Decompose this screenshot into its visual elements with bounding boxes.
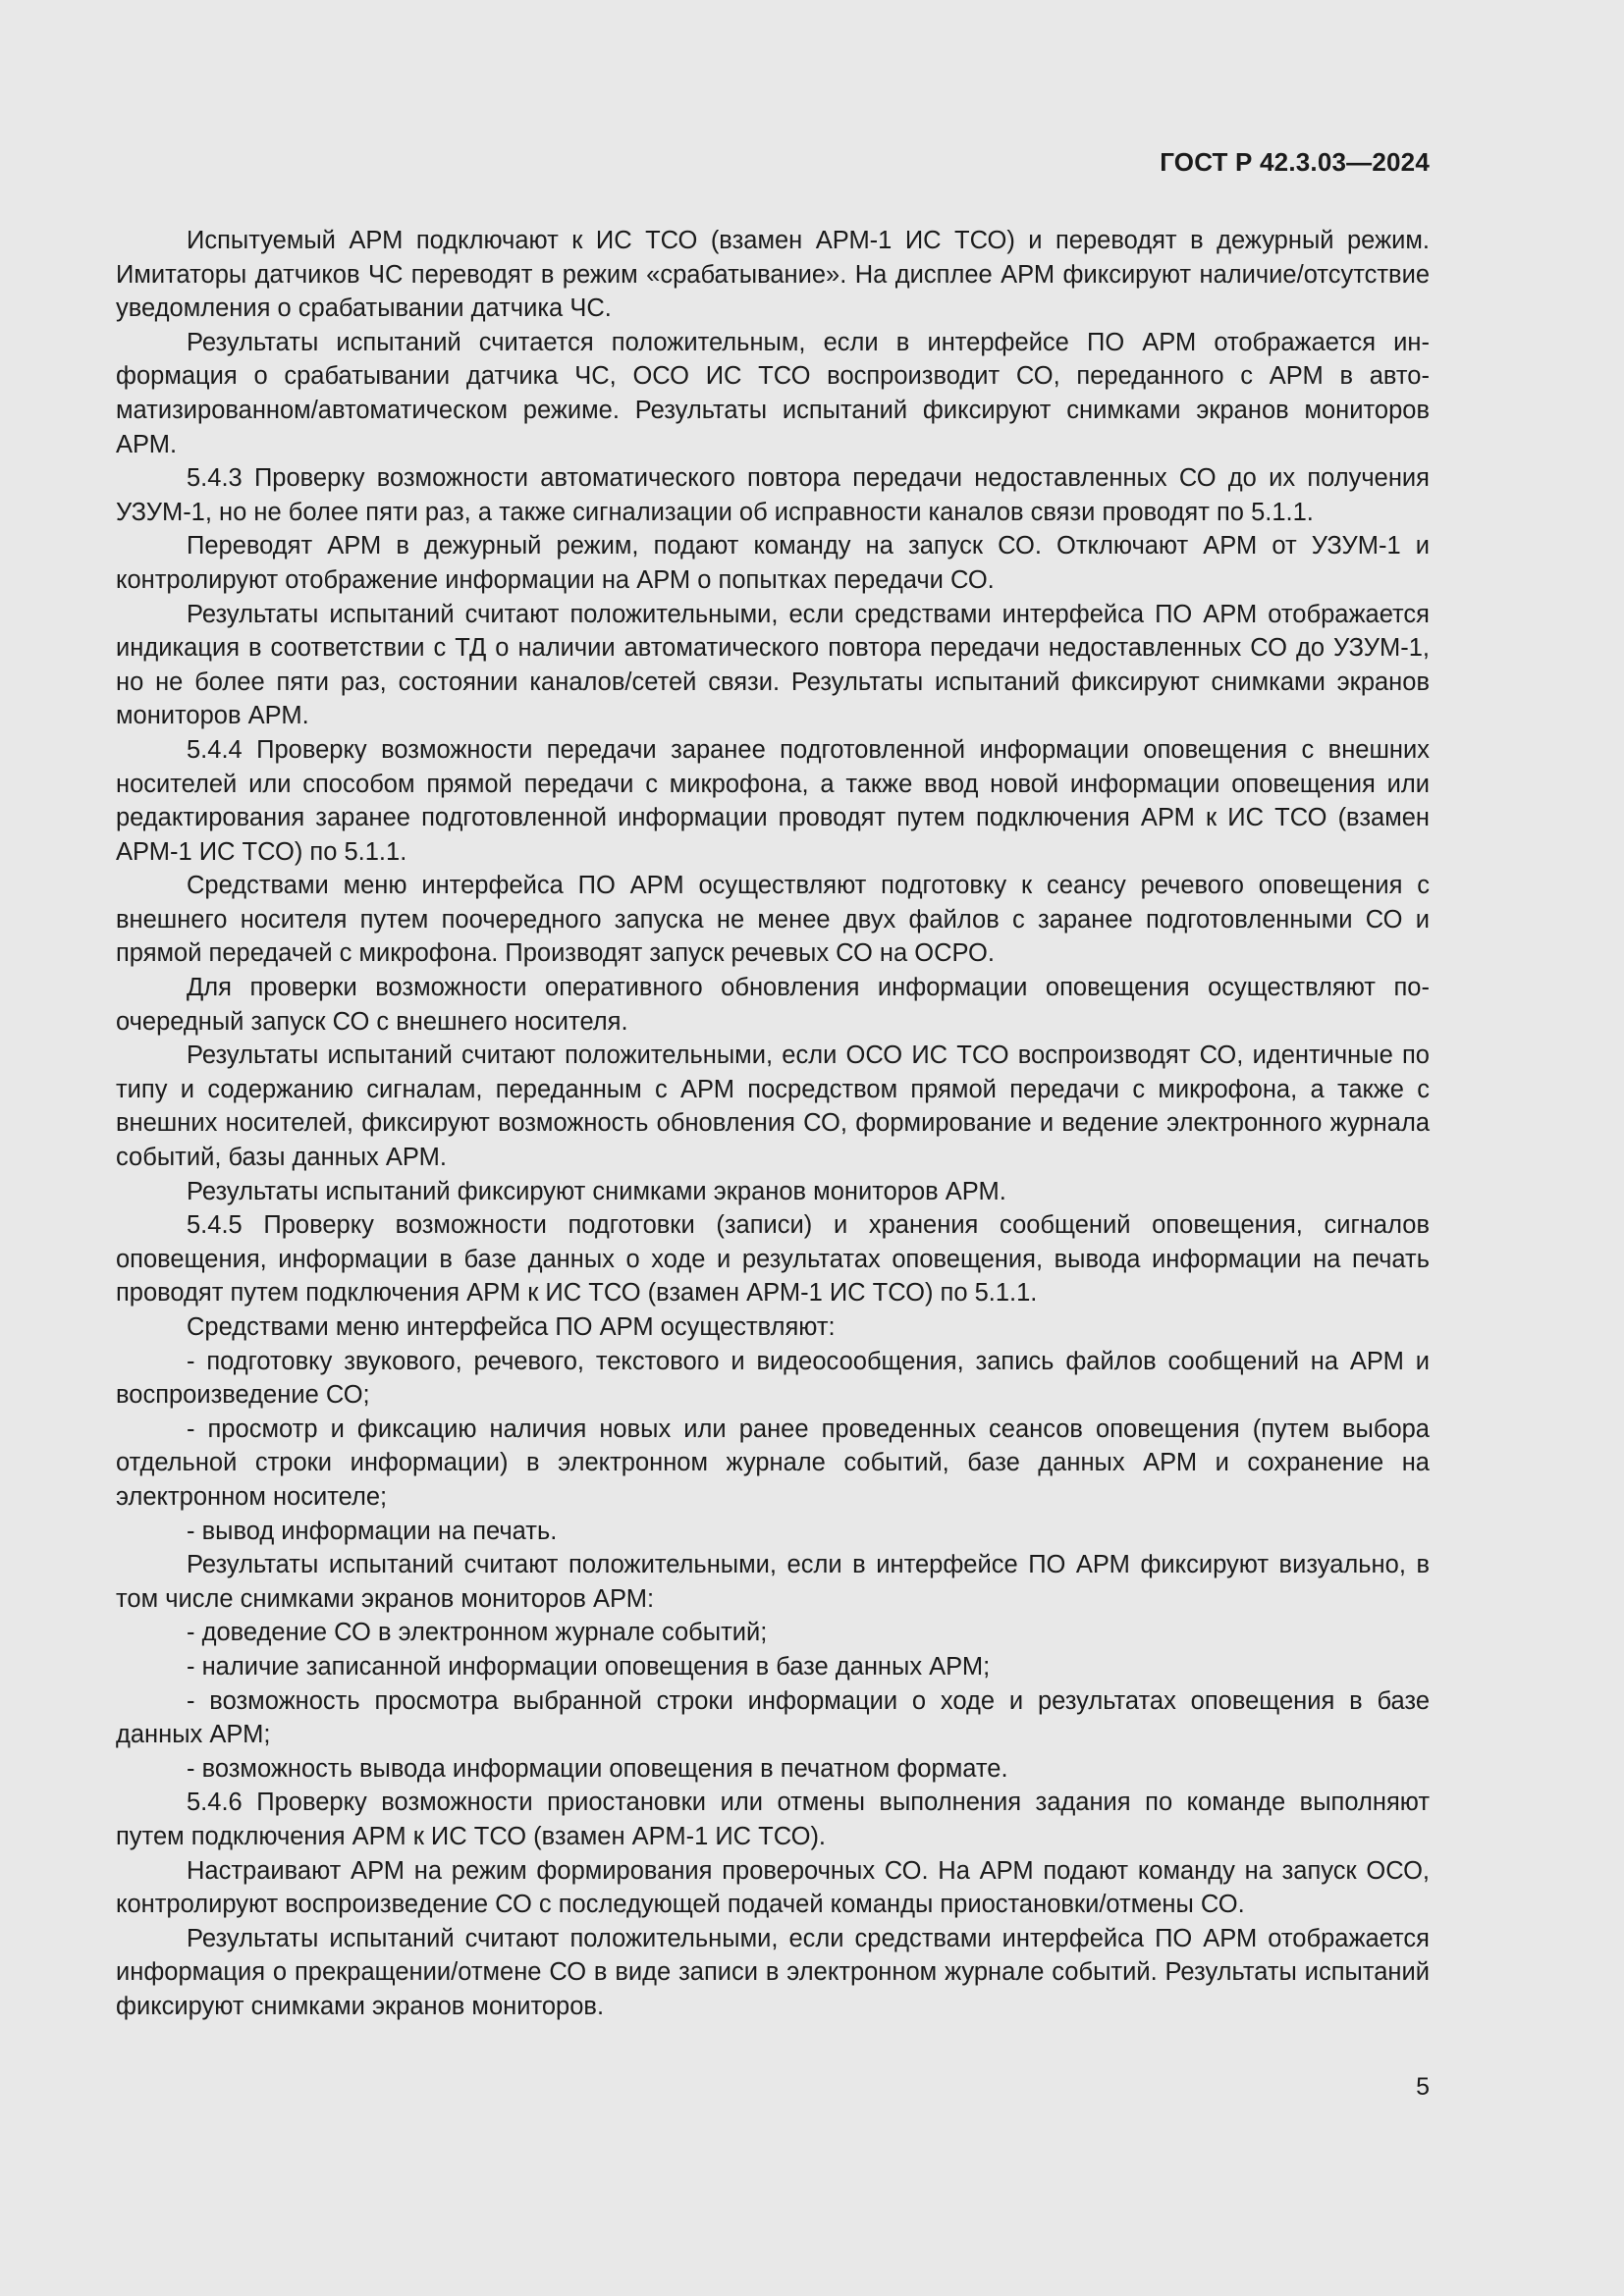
paragraph: Результаты испытаний считают положительными, если средствами интерфейса ПО АРМ отображается информация о прекращении/отмене СО в виде записи в электронном журнале событий. Результаты испытаний фиксируют снимками экранов мониторов.: [116, 1924, 1430, 2020]
paragraph-section-5-4-6: 5.4.6 Проверку возможности приостановки или отмены выполнения задания по команде выполняют путем подключения АРМ к ИС ТСО (взамен АРМ-1 ИС ТСО).: [116, 1789, 1430, 1850]
paragraph: Испытуемый АРМ подключают к ИС ТСО (взамен АРМ-1 ИС ТСО) и переводят в дежурный режим. Имитаторы датчиков ЧС переводят в режим «срабатывание». На дисплее АРМ фиксируют наличие/отсутствие уведомления о срабатывании датчика ЧС.: [116, 227, 1430, 323]
paragraph: Результаты испытаний считают положительными, если в интерфейсе ПО АРМ фиксируют визуально, в том числе снимками экранов мониторов АРМ:: [116, 1551, 1430, 1613]
list-item: - возможность вывода информации оповещения в печатном формате.: [187, 1754, 1008, 1783]
list-item: - возможность просмотра выбранной строки информации о ходе и результатах оповещения в базе данных АРМ;: [116, 1686, 1430, 1749]
list-item: - просмотр и фиксацию наличия новых или ранее проведенных сеансов оповещения (путем выбора отдельной строки информации) в электронном журнале событий, базе данных АРМ и сохранение на электронном носителе;: [116, 1415, 1430, 1511]
paragraph: Результаты испытаний считается положительным, если в интерфейсе ПО АРМ отображается информация о срабатывании датчика ЧС, ОСО ИС ТСО воспроизводит СО, переданного с АРМ в автоматизированном/автоматическом режиме. Результаты испытаний фиксируют снимками экранов мониторов АРМ.: [116, 328, 1430, 458]
paragraph: Переводят АРМ в дежурный режим, подают команду на запуск СО. Отключают АРМ от УЗУМ-1 и контролируют отображение информации на АРМ о попытках передачи СО.: [116, 532, 1430, 594]
paragraph: Результаты испытаний считают положительными, если ОСО ИС ТСО воспроизводят СО, идентичные по типу и содержанию сигналам, переданным с АРМ посредством прямой передачи с микрофона, а также с внешних носителей, фиксируют возможность обновления СО, формирование и ведение электронного журнала событий, базы данных АРМ.: [116, 1041, 1430, 1172]
list-item: - доведение СО в электронном журнале событий;: [187, 1619, 768, 1647]
document-header: ГОСТ Р 42.3.03—2024: [1160, 147, 1430, 177]
list-item: - подготовку звукового, речевого, текстового и видеосообщения, запись файлов сообщений на АРМ и воспроизведение СО;: [116, 1347, 1430, 1410]
paragraph-section-5-4-3: 5.4.3 Проверку возможности автоматического повтора передачи недоставленных СО до их получения УЗУМ-1, но не более пяти раз, а также сигнализации об исправности каналов связи проводят по 5.1.1.: [116, 464, 1430, 526]
page-number: 5: [1416, 2073, 1430, 2101]
paragraph: Настраивают АРМ на режим формирования проверочных СО. На АРМ подают команду на запуск ОСО, контролируют воспроизведение СО с последующей подачей команды приостановки/отмены СО.: [116, 1856, 1430, 1919]
paragraph-section-5-4-5: 5.4.5 Проверку возможности подготовки (записи) и хранения сообщений оповещения, сигналов оповещения, информации в базе данных о ходе и результатах оповещения, вывода информации на печать проводят путем подключения АРМ к ИС ТСО (взамен АРМ-1 ИС ТСО) по 5.1.1.: [116, 1211, 1430, 1308]
document-body: [116, 224, 1430, 2023]
paragraph-section-5-4-4: 5.4.4 Проверку возможности передачи заранее подготовленной информации оповещения с внешних носителей или способом прямой передачи с микрофона, а также ввод новой информации оповещения или редактирования заранее подготовленной информации проводят путем подключения АРМ к ИС ТСО (взамен АРМ-1 ИС ТСО) по 5.1.1.: [116, 735, 1430, 866]
paragraph: Средствами меню интерфейса ПО АРМ осуществляют:: [187, 1313, 836, 1341]
paragraph: Для проверки возможности оперативного обновления информации оповещения осуществляют поочередный запуск СО с внешнего носителя.: [116, 974, 1430, 1036]
paragraph: Результаты испытаний фиксируют снимками экранов мониторов АРМ.: [187, 1177, 1006, 1205]
paragraph: Средствами меню интерфейса ПО АРМ осуществляют подготовку к сеансу речевого оповещения с внешнего носителя путем поочередного запуска не менее двух файлов с заранее подготовленными СО и прямой передачей с микрофона. Производят запуск речевых СО на ОСРО.: [116, 872, 1430, 968]
paragraph: Результаты испытаний считают положительными, если средствами интерфейса ПО АРМ отображается индикация в соответствии с ТД о наличии автоматического повтора передачи недоставленных СО до УЗУМ-1, но не более пяти раз, состоянии каналов/сетей связи. Результаты испытаний фиксируют снимками экранов мониторов АРМ.: [116, 600, 1430, 730]
list-item: - наличие записанной информации оповещения в базе данных АРМ;: [187, 1652, 991, 1681]
list-item: - вывод информации на печать.: [187, 1517, 558, 1545]
